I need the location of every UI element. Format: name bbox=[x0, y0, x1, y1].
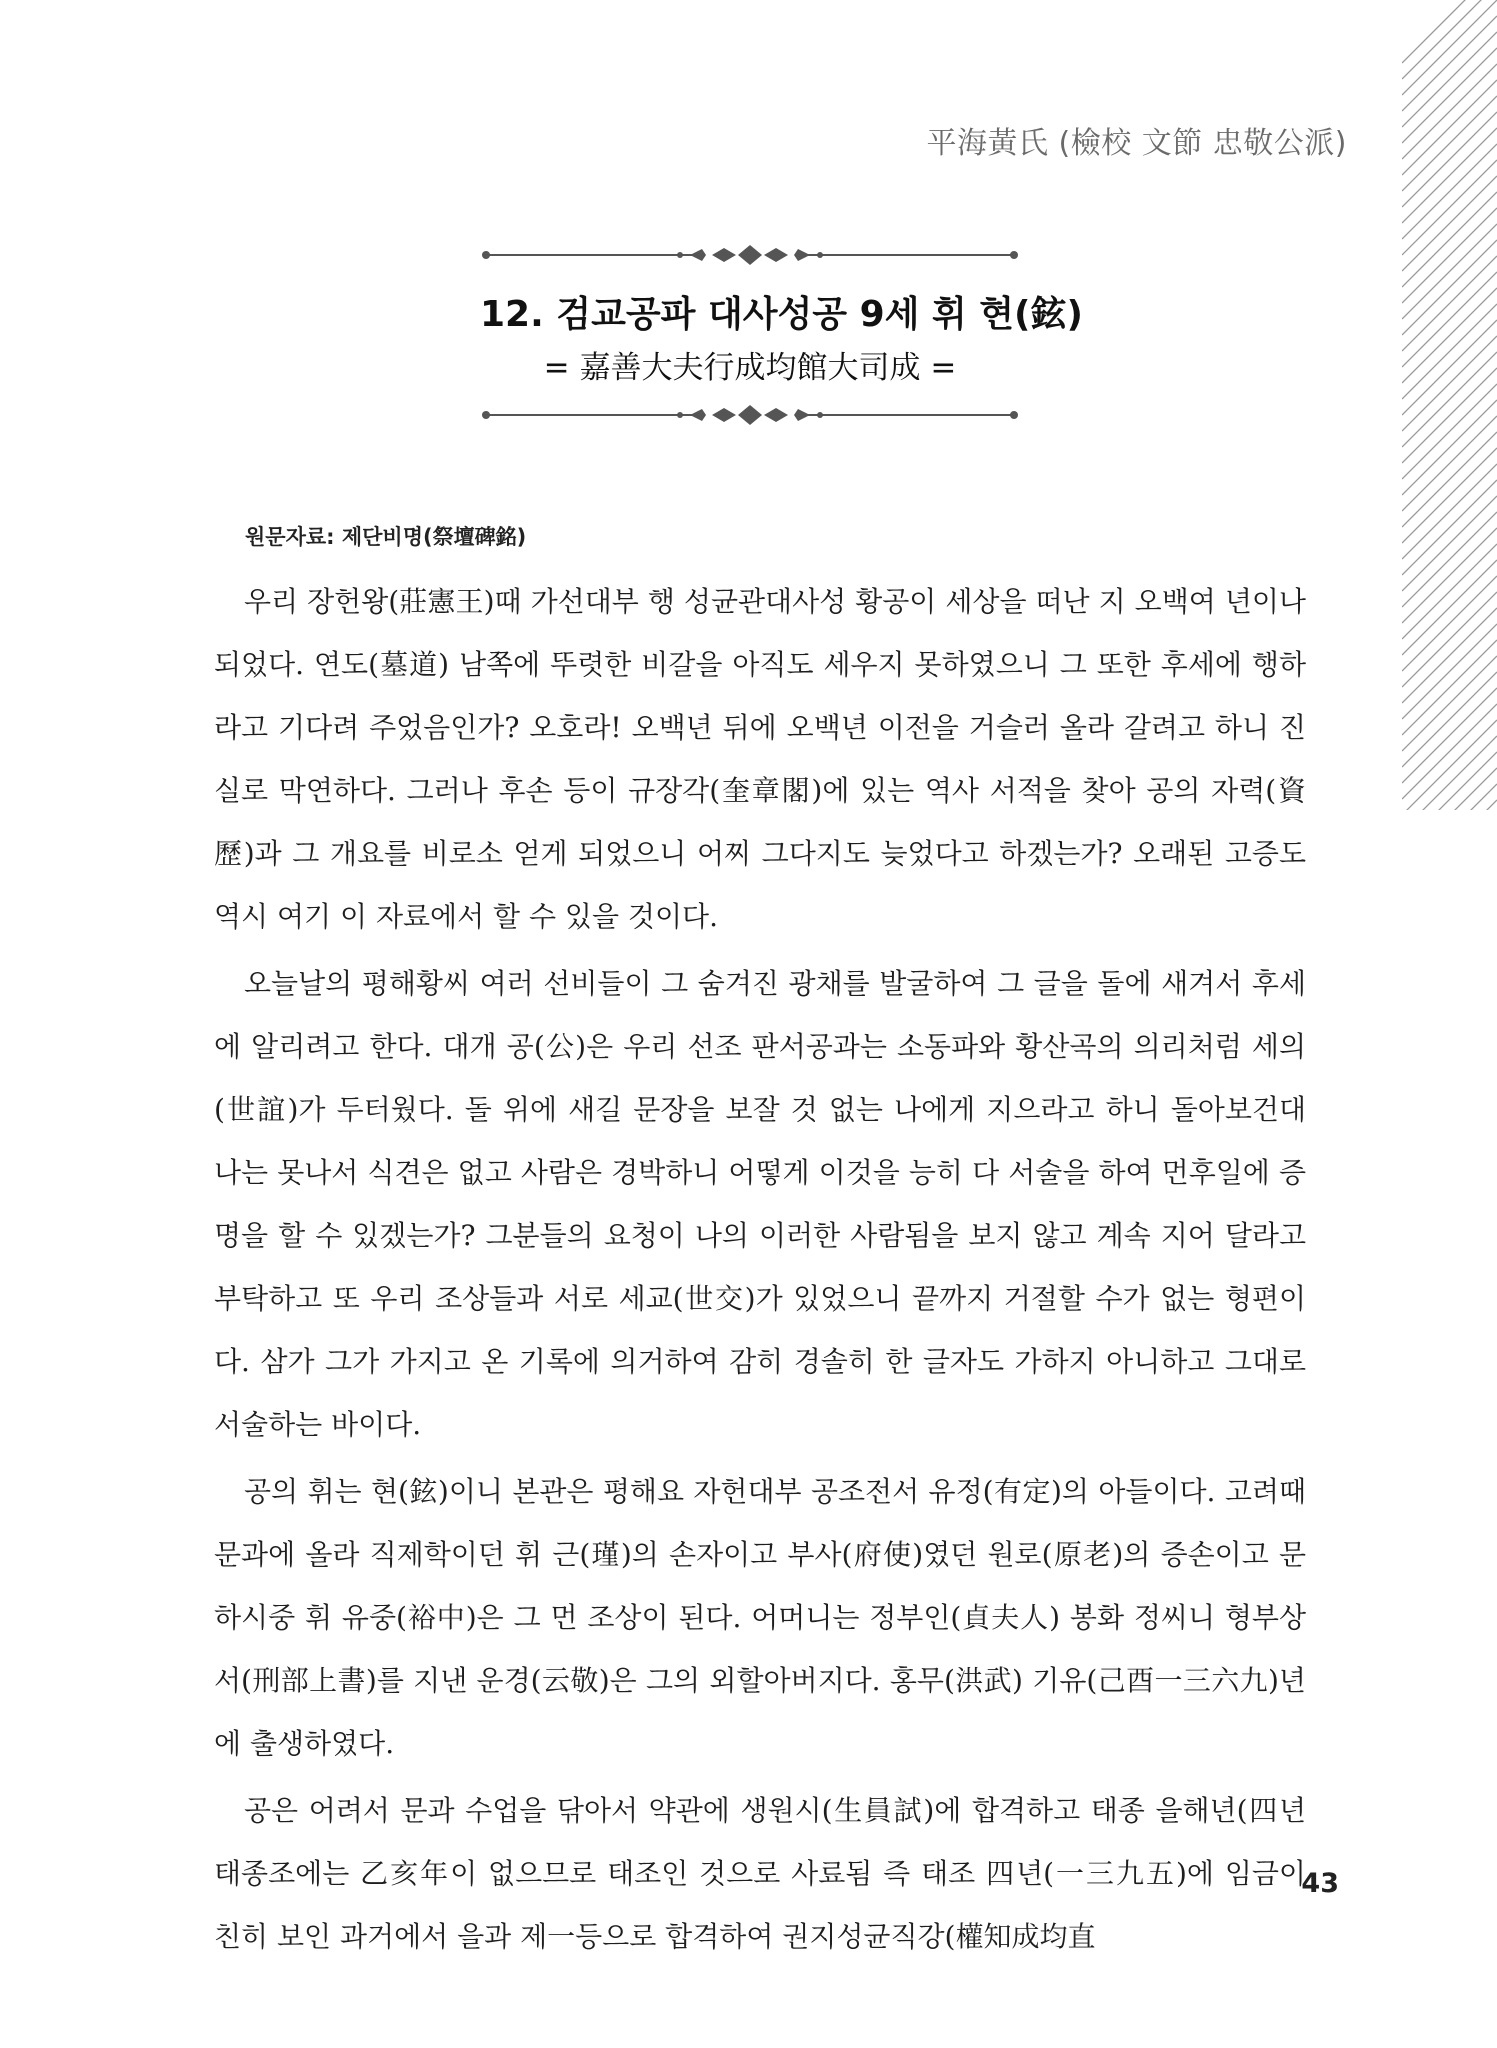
paragraph: 공의 휘는 현(鉉)이니 본관은 평해요 자헌대부 공조전서 유정(有定)의 아들이다. 고려때 문과에 올라 직제학이던 휘 근(瑾)의 손자이고 부사(府使)였던 원로(原老)의 증손이고 문하시중 휘 유중(裕中)은 그 먼 조상이 된다. 어머니는 정부인(貞夫人) 봉화 정씨니 형부상서(刑部上書)를 지낸 운경(云敬)은 그의 외할아버지다. 홍무(洪武) 기유(己酉一三六九)년에 출생하였다. bbox=[214, 1475, 1306, 1760]
source-label: 원문자료: 제단비명(祭壇碑銘) bbox=[245, 525, 527, 549]
chapter-subtitle: = 嘉善大夫行成均館大司成 = bbox=[543, 350, 957, 386]
paragraph: 우리 장헌왕(莊憲王)때 가선대부 행 성균관대사성 황공이 세상을 떠난 지 오백여 년이나 되었다. 연도(墓道) 남쪽에 뚜렷한 비갈을 아직도 세우지 못하였으니 그 또한 후세에 행하라고 기다려 주었음인가? 오호라! 오백년 뒤에 오백년 이전을 거슬러 올라 갈려고 하니 진실로 막연하다. 그러나 후손 등이 규장각(奎章閣)에 있는 역사 서적을 찾아 공의 자력(資歷)과 그 개요를 비로소 얻게 되었으니 어찌 그다지도 늦었다고 하겠는가? 오래된 고증도 역시 여기 이 자료에서 할 수 있을 것이다. bbox=[214, 585, 1306, 933]
paragraph: 오늘날의 평해황씨 여러 선비들이 그 숨겨진 광채를 발굴하여 그 글을 돌에 새겨서 후세에 알리려고 한다. 대개 공(公)은 우리 선조 판서공과는 소동파와 황산곡의 의리처럼 세의(世誼)가 두터웠다. 돌 위에 새길 문장을 보잘 것 없는 나에게 지으라고 하니 돌아보건대 나는 못나서 식견은 없고 사람은 경박하니 어떻게 이것을 능히 다 서술을 하여 먼후일에 증명을 할 수 있겠는가? 그분들의 요청이 나의 이러한 사람됨을 보지 않고 계속 지어 달라고 부탁하고 또 우리 조상들과 서로 세교(世交)가 있었으니 끝까지 거절할 수가 없는 형편이다. 삼가 그가 가지고 온 기록에 의거하여 감히 경솔히 한 글자도 가하지 아니하고 그대로 서술하는 바이다. bbox=[214, 967, 1306, 1441]
chapter-title: 12. 검교공파 대사성공 9세 휘 현(鉉) bbox=[480, 294, 1083, 335]
paragraph: 공은 어려서 문과 수업을 닦아서 약관에 생원시(生員試)에 합격하고 태종 을해년(四년 태종조에는 乙亥年이 없으므로 태조인 것으로 사료됨 즉 태조 四년(一三九五)에 임금이 친히 보인 과거에서 을과 제一등으로 합격하여 권지성균직강(權知成均直 bbox=[214, 1794, 1306, 1953]
body-text bbox=[214, 570, 1306, 1972]
page-number: 43 bbox=[1301, 1868, 1339, 1899]
chapter-title-block bbox=[480, 240, 1083, 430]
running-header: 平海黃氏 (檢校 文節 忠敬公派) bbox=[926, 126, 1347, 161]
ornament-divider-icon bbox=[480, 240, 1020, 270]
ornament-divider-icon bbox=[480, 400, 1020, 430]
diagonal-hatch-decoration bbox=[1402, 0, 1497, 810]
